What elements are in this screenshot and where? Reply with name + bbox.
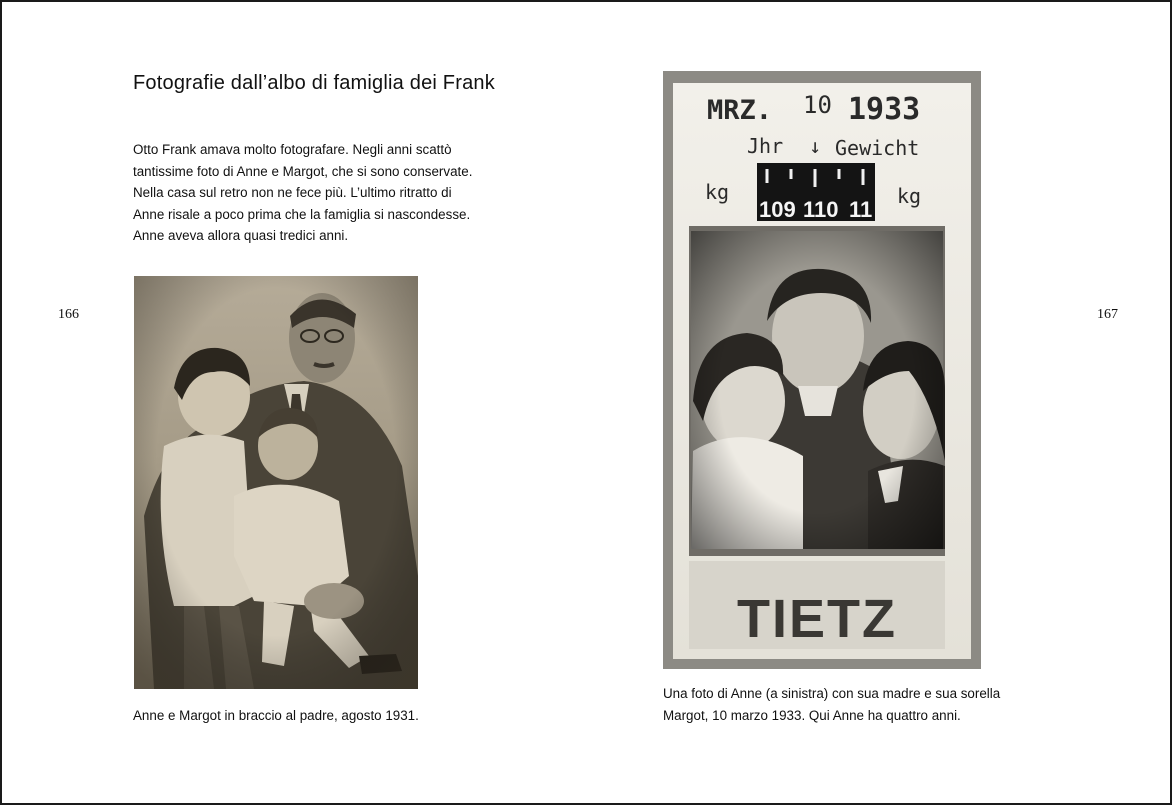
caption-right <box>663 683 1000 726</box>
caption-line: Margot, 10 marzo 1933. Qui Anne ha quattro anni. <box>663 707 961 723</box>
photobooth-portrait <box>663 71 981 669</box>
stamp-year: 1933 <box>848 92 921 127</box>
intro-paragraph <box>133 139 513 247</box>
page-number-left: 166 <box>58 307 79 322</box>
scale-number: 110 <box>803 197 839 222</box>
stamp-month: MRZ. <box>707 95 773 126</box>
scale-number: 109 <box>759 197 796 222</box>
photo-illustration <box>134 276 418 689</box>
studio-stamp: TIETZ <box>737 589 897 649</box>
stamp-header-left: Jhr <box>747 134 784 158</box>
caption-line: Una foto di Anne (a sinistra) con sua madre e sua sorella <box>663 686 1001 701</box>
intro-line: Otto Frank amava molto fotografare. Negli anni scattò <box>133 142 452 157</box>
stamp-day: 10 <box>803 91 832 119</box>
stamp-unit-left: kg <box>705 180 730 204</box>
intro-line: Nella casa sul retro non ne fece più. L’ultimo ritratto di <box>133 185 452 200</box>
intro-line: tantissime foto di Anne e Margot, che si sono conservate. <box>133 163 473 179</box>
page-number-right: 167 <box>1097 307 1118 322</box>
family-photo-father-daughters <box>134 276 418 689</box>
scale-number: 11 <box>849 197 873 222</box>
stamp-unit-right: kg <box>897 184 922 208</box>
page-title: Fotografie dall’albo di famiglia dei Frank <box>133 72 495 94</box>
caption-left <box>133 705 419 727</box>
stamp-header-right: Gewicht <box>835 136 920 160</box>
caption-line: Anne e Margot in braccio al padre, agosto 1931. <box>133 708 419 723</box>
intro-line: Anne aveva allora quasi tredici anni. <box>133 228 349 243</box>
stamp-arrow: ↓ <box>809 134 822 158</box>
intro-line: Anne risale a poco prima che la famiglia si nascondesse. <box>133 206 471 222</box>
photobooth-strip <box>663 71 981 669</box>
